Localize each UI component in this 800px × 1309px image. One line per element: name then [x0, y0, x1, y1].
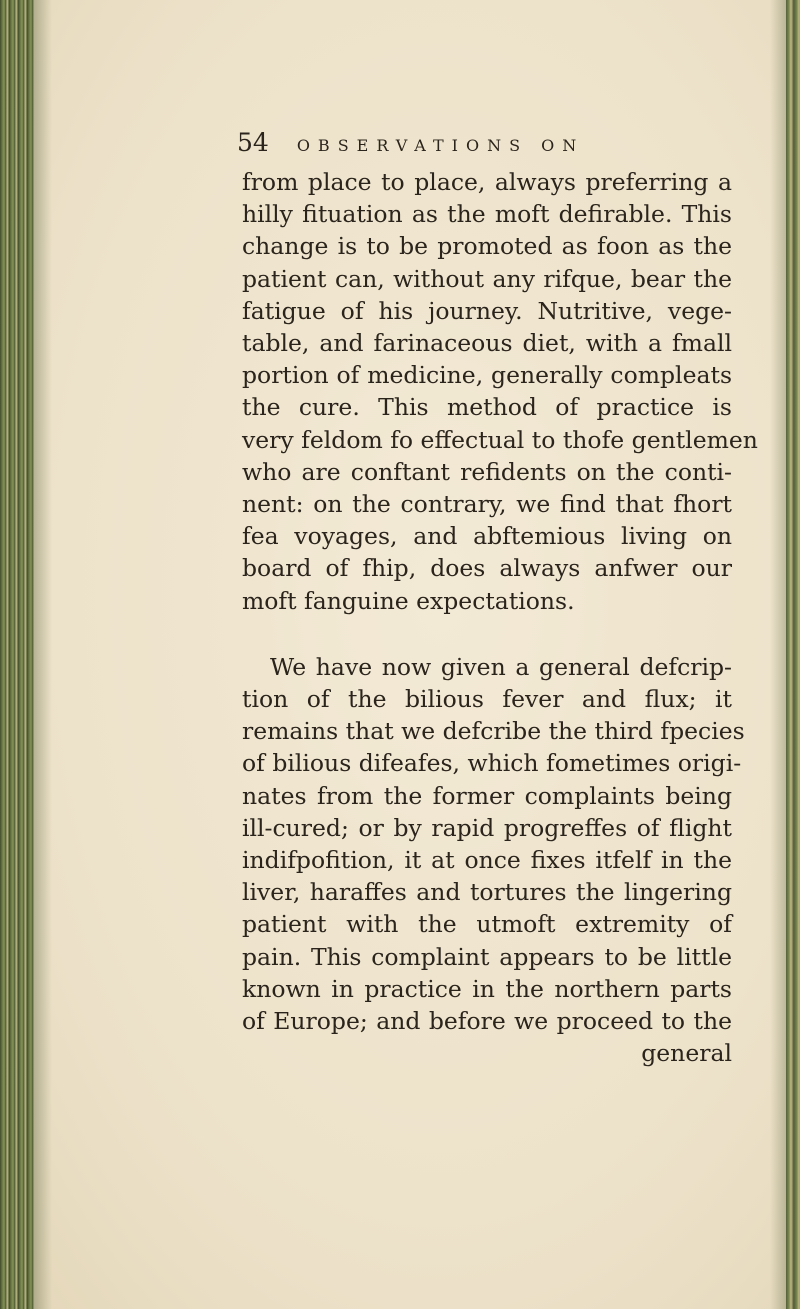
text-line: change is to be promoted as foon as the — [242, 232, 732, 261]
text-line: moft fanguine expectations. — [242, 586, 575, 615]
catchword: general — [641, 1039, 732, 1068]
paragraph-1 — [242, 166, 758, 617]
text-line: tion of the bilious fever and flux; it — [242, 685, 732, 714]
text-line: portion of medicine, generally compleats — [242, 361, 732, 390]
page-edge-left-shadow — [34, 0, 52, 1309]
text-line: pain. This complaint appears to be little — [242, 942, 732, 971]
text-line: We have now given a general defcrip- — [270, 652, 732, 681]
text-line: from place to place, always preferring a — [242, 168, 732, 196]
page-edge-right-shadow — [770, 0, 786, 1309]
text-line: table, and farinaceous diet, with a fmall — [242, 329, 732, 358]
text-line: of bilious difeafes, which fometimes origi- — [242, 749, 742, 778]
text-line: hilly fituation as the moft defirable. This — [242, 200, 732, 229]
text-line: patient with the utmoft extremity of — [242, 910, 732, 939]
text-line: who are conftant refidents on the conti- — [242, 457, 732, 486]
running-head: OBSERVATIONS ON — [296, 136, 585, 155]
body-text — [242, 166, 758, 1069]
page-edge-right — [786, 0, 800, 1309]
text-line: nent: on the contrary, we find that fhort — [242, 490, 732, 519]
text-line: ill-cured; or by rapid progreffes of flight — [242, 813, 732, 842]
text-line: fatigue of his journey. Nutritive, vege- — [242, 296, 732, 325]
text-line: fea voyages, and abftemious living on — [242, 522, 732, 551]
paragraph-gap — [242, 617, 732, 651]
page-edge-left — [0, 0, 34, 1309]
text-line: indifpofition, it at once fixes itfelf in the — [242, 846, 732, 875]
text-line: very feldom fo effectual to thofe gentlemen — [242, 425, 758, 454]
text-line: liver, haraffes and tortures the lingering — [242, 878, 732, 907]
text-line: remains that we defcribe the third fpecies — [242, 717, 745, 746]
text-line: the cure. This method of practice is — [242, 393, 732, 422]
paragraph-2 — [242, 651, 745, 1070]
text-line: known in practice in the northern parts — [242, 974, 732, 1003]
text-line: board of fhip, does always anfwer our — [242, 554, 732, 583]
page-header — [237, 128, 677, 168]
text-line: patient can, without any rifque, bear the — [242, 264, 732, 293]
text-line: of Europe; and before we proceed to the — [242, 1007, 732, 1036]
page-number: 54 — [237, 128, 269, 157]
text-line: nates from the former complaints being — [242, 781, 732, 810]
